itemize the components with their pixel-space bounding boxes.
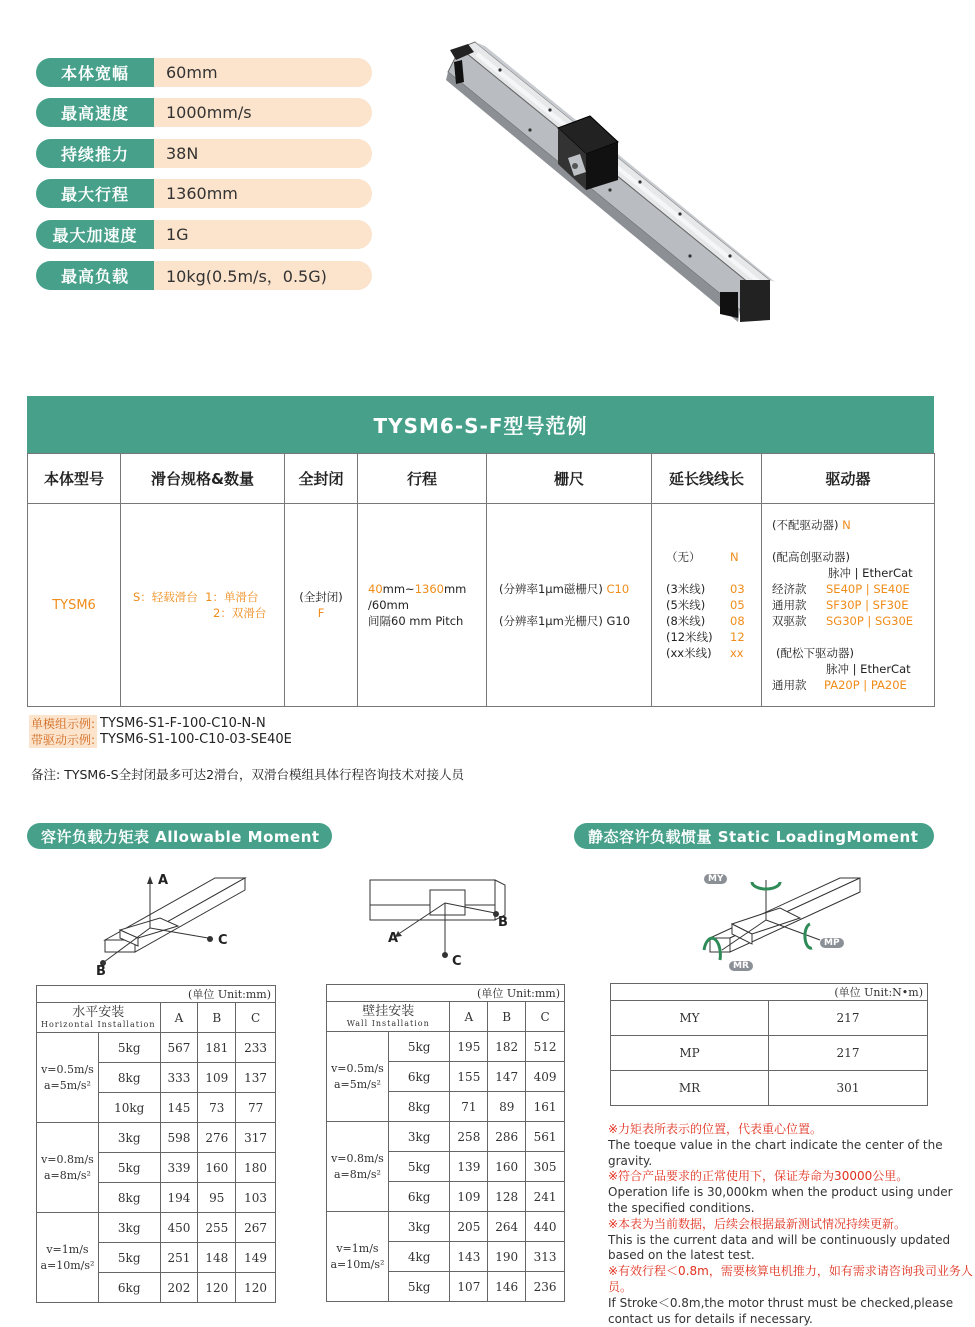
sealed-code: F — [317, 606, 325, 620]
value-cell: 89 — [488, 1092, 526, 1122]
spec-row — [36, 98, 372, 127]
value-cell: 143 — [450, 1242, 488, 1272]
acceleration: a=10m/s² — [40, 1258, 95, 1272]
cable-label: (3米线) — [666, 582, 706, 596]
driver-pana-label: (配松下驱动器) — [776, 646, 854, 660]
spec-row — [36, 261, 372, 290]
spec-value: 38N — [154, 139, 372, 168]
value-cell: 194 — [160, 1183, 198, 1213]
condition-cell — [327, 1122, 389, 1212]
spec-label: 最高速度 — [36, 98, 154, 127]
col-header: B — [198, 1003, 236, 1033]
model-header-cell: 延长线线长 — [652, 454, 762, 504]
table-row — [611, 1036, 928, 1071]
model-title: TYSM6-S-F型号范例 — [27, 396, 934, 453]
value-cell: 148 — [198, 1243, 236, 1273]
driver-none-code: N — [842, 518, 851, 532]
note-cn: ※本表为当前数据，后续会根据最新测试情况持续更新。 — [608, 1216, 907, 1231]
driver-row-name: 经济款 — [772, 582, 807, 596]
driver-row-code: SG30P | SG30E — [826, 614, 914, 628]
install-header — [327, 1002, 450, 1032]
driver-row — [772, 613, 934, 629]
notes-block — [608, 1122, 975, 1327]
value-cell: 264 — [488, 1212, 526, 1242]
model-header-cell: 驱动器 — [762, 454, 935, 504]
scale-code: C10 — [606, 582, 630, 596]
velocity: v=0.5m/s — [331, 1061, 384, 1075]
spec-label: 持续推力 — [36, 139, 154, 168]
cable-option — [666, 613, 761, 629]
moment-name: MY — [611, 1001, 769, 1036]
mp-badge: MP — [820, 938, 844, 948]
value-cell: 236 — [526, 1272, 565, 1302]
spec-label: 最大行程 — [36, 179, 154, 208]
model-header-cell: 全封闭 — [285, 454, 358, 504]
example-driver-label: 带驱动示例: — [31, 733, 96, 747]
note-cn: ※力矩表所表示的位置，代表重心位置。 — [608, 1122, 823, 1136]
note-cn: ※有效行程＜0.8m，需要核算电机推力，如有需求请咨询我司业务人员。 — [608, 1264, 973, 1294]
driver-row-code: PA20P | PA20E — [824, 678, 907, 692]
diagram1-label-b: B — [96, 964, 106, 979]
value-cell: 109 — [450, 1182, 488, 1212]
install-subtitle: Wall Installation — [346, 1019, 430, 1028]
driver-own-label: (配高创驱动器) — [772, 550, 850, 564]
table-row — [37, 1123, 276, 1153]
value-cell: 95 — [198, 1183, 236, 1213]
my-badge: MY — [704, 874, 727, 884]
value-cell: 561 — [526, 1122, 565, 1152]
moment-value: 217 — [769, 1001, 928, 1036]
example-single-value: TYSM6-S1-F-100-C10-N-N — [100, 716, 266, 731]
value-cell: 120 — [236, 1273, 276, 1303]
install-subtitle: Horizontal Installation — [41, 1020, 156, 1029]
load-cell: 5kg — [388, 1032, 450, 1062]
value-cell: 155 — [450, 1062, 488, 1092]
scale-code: G10 — [606, 614, 631, 628]
horizontal-moment-table — [36, 985, 276, 1303]
note-en: Operation life is 30,000km when the product using under the specified conditions. — [608, 1185, 953, 1215]
value-cell: 276 — [198, 1123, 236, 1153]
load-cell: 6kg — [388, 1182, 450, 1212]
load-cell: 5kg — [98, 1033, 160, 1063]
driver-row — [772, 677, 934, 693]
value-cell: 147 — [488, 1062, 526, 1092]
note — [31, 765, 464, 783]
spec-row — [36, 220, 372, 249]
value-cell: 149 — [236, 1243, 276, 1273]
condition-cell — [37, 1213, 99, 1303]
load-cell: 3kg — [388, 1122, 450, 1152]
model-example-table — [27, 396, 934, 707]
model-header-cell: 行程 — [358, 454, 487, 504]
load-cell: 8kg — [98, 1063, 160, 1093]
slide-opt2: 2：双滑台 — [213, 606, 267, 620]
load-cell: 8kg — [388, 1092, 450, 1122]
spec-row — [36, 58, 372, 87]
load-cell: 3kg — [98, 1213, 160, 1243]
value-cell: 190 — [488, 1242, 526, 1272]
table-row — [327, 1122, 565, 1152]
install-title: 水平安装 — [72, 1005, 125, 1020]
scale-option — [499, 613, 643, 629]
value-cell: 181 — [198, 1033, 236, 1063]
table-row — [327, 1212, 565, 1242]
col-header: C — [236, 1003, 276, 1033]
load-cell: 8kg — [98, 1183, 160, 1213]
value-cell: 107 — [450, 1272, 488, 1302]
value-cell: 103 — [236, 1183, 276, 1213]
acceleration: a=8m/s² — [333, 1167, 381, 1181]
col-header: B — [488, 1002, 526, 1032]
example-driver — [29, 732, 292, 747]
value-cell: 409 — [526, 1062, 565, 1092]
cable-option — [666, 629, 761, 645]
note-en: If Stroke＜0.8m,the motor thrust must be checked,please contact us for details if necessary. — [608, 1295, 954, 1326]
value-cell: 195 — [450, 1032, 488, 1062]
wall-moment-table — [326, 984, 565, 1302]
spec-value: 10kg(0.5m/s，0.5G) — [154, 261, 372, 290]
driver-row — [772, 597, 934, 613]
driver-row-name: 通用款 — [772, 678, 807, 692]
moment-value: 301 — [769, 1071, 928, 1106]
value-cell: 339 — [160, 1153, 198, 1183]
driver-row — [772, 581, 934, 597]
acceleration: a=5m/s² — [333, 1077, 381, 1091]
condition-cell — [37, 1123, 99, 1213]
cable-label: （无） — [666, 550, 701, 564]
value-cell: 313 — [526, 1242, 565, 1272]
value-cell: 333 — [160, 1063, 198, 1093]
body-model-value: TYSM6 — [28, 504, 121, 707]
value-cell: 71 — [450, 1092, 488, 1122]
driver-own-sub: 脉冲 | EtherCat — [828, 566, 913, 580]
model-header-cell: 滑台规格&数量 — [121, 454, 285, 504]
diagram2-label-a: A — [388, 931, 399, 946]
stroke-pitch: 间隔60 mm Pitch — [368, 614, 464, 628]
example-single-label: 单模组示例: — [31, 717, 96, 731]
spec-label: 本体宽幅 — [36, 58, 154, 87]
moment-name: MP — [611, 1036, 769, 1071]
allowable-moment-header: 容许负载力矩表 Allowable Moment — [27, 823, 332, 849]
load-cell: 5kg — [388, 1272, 450, 1302]
value-cell: 139 — [450, 1152, 488, 1182]
acceleration: a=8m/s² — [43, 1168, 91, 1182]
cable-code: xx — [730, 646, 744, 660]
mr-badge: MR — [729, 961, 753, 971]
value-cell: 160 — [198, 1153, 236, 1183]
value-cell: 305 — [526, 1152, 565, 1182]
spec-row — [36, 179, 372, 208]
cable-cell — [652, 504, 762, 707]
note-en: The toeque value in the chart indicate the center of the gravity. — [608, 1137, 943, 1168]
diagram2-label-b: B — [498, 915, 508, 930]
spec-row — [36, 139, 372, 168]
linear-module-image — [440, 30, 790, 330]
velocity: v=0.8m/s — [41, 1152, 94, 1166]
load-cell: 4kg — [388, 1242, 450, 1272]
install-header — [37, 1003, 161, 1033]
spec-value: 1360mm — [154, 179, 372, 208]
spec-value: 1000mm/s — [154, 98, 372, 127]
value-cell: 202 — [160, 1273, 198, 1303]
load-cell: 3kg — [388, 1212, 450, 1242]
stroke-unit: mm — [443, 582, 467, 596]
load-cell: 10kg — [98, 1093, 160, 1123]
value-cell: 267 — [236, 1213, 276, 1243]
load-cell: 5kg — [388, 1152, 450, 1182]
spec-label: 最大加速度 — [36, 220, 154, 249]
unit-label: (单位 Unit:mm) — [37, 986, 276, 1003]
cable-option — [666, 645, 761, 661]
spec-label: 最高负载 — [36, 261, 154, 290]
value-cell: 440 — [526, 1212, 565, 1242]
diagram2-label-c: C — [452, 954, 462, 969]
value-cell: 77 — [236, 1093, 276, 1123]
col-header: A — [450, 1002, 488, 1032]
model-header-cell: 栅尺 — [487, 454, 652, 504]
note-text: TYSM6-S全封闭最多可达2滑台，双滑台模组具体行程咨询技术对接人员 — [64, 767, 465, 782]
slide-spec-cell — [121, 504, 285, 707]
cable-label: (12米线) — [666, 630, 713, 644]
driver-row-name: 通用款 — [772, 598, 807, 612]
sealed-label: (全封闭) — [299, 590, 343, 604]
driver-row-code: SF30P | SF30E — [826, 598, 909, 612]
value-cell: 180 — [236, 1153, 276, 1183]
example-driver-value: TYSM6-S1-100-C10-03-SE40E — [100, 732, 292, 747]
note-prefix: 备注: — [31, 767, 61, 782]
sealed-cell — [285, 504, 358, 707]
cable-option — [666, 597, 761, 613]
value-cell: 598 — [160, 1123, 198, 1153]
value-cell: 120 — [198, 1273, 236, 1303]
table-row — [327, 1032, 565, 1062]
cable-label: (xx米线) — [666, 646, 712, 660]
unit-label: (单位 Unit:mm) — [327, 985, 565, 1002]
load-cell: 6kg — [388, 1062, 450, 1092]
velocity: v=0.5m/s — [41, 1062, 94, 1076]
value-cell: 160 — [488, 1152, 526, 1182]
value-cell: 317 — [236, 1123, 276, 1153]
table-row — [37, 1213, 276, 1243]
note-en: This is the current data and will be continuously updated based on the latest test. — [608, 1232, 951, 1263]
stroke-sep: mm~ — [382, 582, 415, 596]
col-header: A — [160, 1003, 198, 1033]
spec-value: 1G — [154, 220, 372, 249]
load-cell: 3kg — [98, 1123, 160, 1153]
note-cn: ※符合产品要求的正常使用下，保证寿命为30000公里。 — [608, 1169, 909, 1184]
stroke-min: 40 — [368, 582, 383, 596]
value-cell: 128 — [488, 1182, 526, 1212]
value-cell: 233 — [236, 1033, 276, 1063]
condition-cell — [37, 1033, 99, 1123]
cable-code: 12 — [730, 630, 745, 644]
load-cell: 5kg — [98, 1243, 160, 1273]
col-header: C — [526, 1002, 565, 1032]
scale-cell — [487, 504, 652, 707]
driver-cell — [762, 504, 935, 707]
cable-label: (5米线) — [666, 598, 706, 612]
driver-pana-sub: 脉冲 | EtherCat — [826, 662, 911, 676]
stroke-max: 1360 — [414, 582, 444, 596]
diagram1-label-c: C — [218, 933, 228, 948]
moment-value: 217 — [769, 1036, 928, 1071]
value-cell: 109 — [198, 1063, 236, 1093]
wall-moment-diagram — [365, 875, 515, 970]
scale-label: (分辨率1μm光栅尺) — [499, 614, 603, 628]
driver-row-name: 双驱款 — [772, 614, 807, 628]
acceleration: a=5m/s² — [43, 1078, 91, 1092]
value-cell: 241 — [526, 1182, 565, 1212]
load-cell: 6kg — [98, 1273, 160, 1303]
value-cell: 512 — [526, 1032, 565, 1062]
value-cell: 145 — [160, 1093, 198, 1123]
acceleration: a=10m/s² — [330, 1257, 385, 1271]
value-cell: 205 — [450, 1212, 488, 1242]
value-cell: 450 — [160, 1213, 198, 1243]
cable-code: 08 — [730, 614, 745, 628]
velocity: v=1m/s — [46, 1242, 89, 1256]
stroke-cell — [358, 504, 487, 707]
static-moment-header: 静态容许负载惯量 Static LoadingMoment — [574, 823, 934, 849]
stroke-width: /60mm — [368, 598, 409, 612]
value-cell: 251 — [160, 1243, 198, 1273]
value-cell: 255 — [198, 1213, 236, 1243]
example-single — [29, 716, 266, 731]
static-unit: (单位 Unit:N•m) — [611, 984, 928, 1001]
moment-name: MR — [611, 1071, 769, 1106]
condition-cell — [327, 1032, 389, 1122]
value-cell: 182 — [488, 1032, 526, 1062]
value-cell: 286 — [488, 1122, 526, 1152]
cable-option — [666, 581, 761, 597]
value-cell: 161 — [526, 1092, 565, 1122]
scale-option — [499, 581, 643, 597]
table-row — [611, 1071, 928, 1106]
value-cell: 137 — [236, 1063, 276, 1093]
velocity: v=0.8m/s — [331, 1151, 384, 1165]
cable-option — [666, 549, 761, 565]
cable-code: N — [730, 550, 739, 564]
diagram1-label-a: A — [158, 873, 169, 888]
scale-label: (分辨率1μm磁栅尺) — [499, 582, 603, 596]
cable-code: 03 — [730, 582, 745, 596]
table-row — [37, 1033, 276, 1063]
value-cell: 146 — [488, 1272, 526, 1302]
value-cell: 567 — [160, 1033, 198, 1063]
condition-cell — [327, 1212, 389, 1302]
driver-none-label: (不配驱动器) — [772, 518, 839, 532]
slide-type: S：轻载滑台 — [133, 590, 198, 604]
velocity: v=1m/s — [336, 1241, 379, 1255]
load-cell: 5kg — [98, 1153, 160, 1183]
value-cell: 258 — [450, 1122, 488, 1152]
install-title: 壁挂安装 — [362, 1004, 415, 1019]
slide-opt1: 1：单滑台 — [205, 590, 259, 604]
spec-value: 60mm — [154, 58, 372, 87]
cable-code: 05 — [730, 598, 745, 612]
value-cell: 73 — [198, 1093, 236, 1123]
driver-row-code: SE40P | SE40E — [826, 582, 910, 596]
model-header-cell: 本体型号 — [28, 454, 121, 504]
static-moment-table — [610, 983, 928, 1106]
table-row — [611, 1001, 928, 1036]
cable-label: (8米线) — [666, 614, 706, 628]
horizontal-moment-diagram — [90, 870, 250, 980]
